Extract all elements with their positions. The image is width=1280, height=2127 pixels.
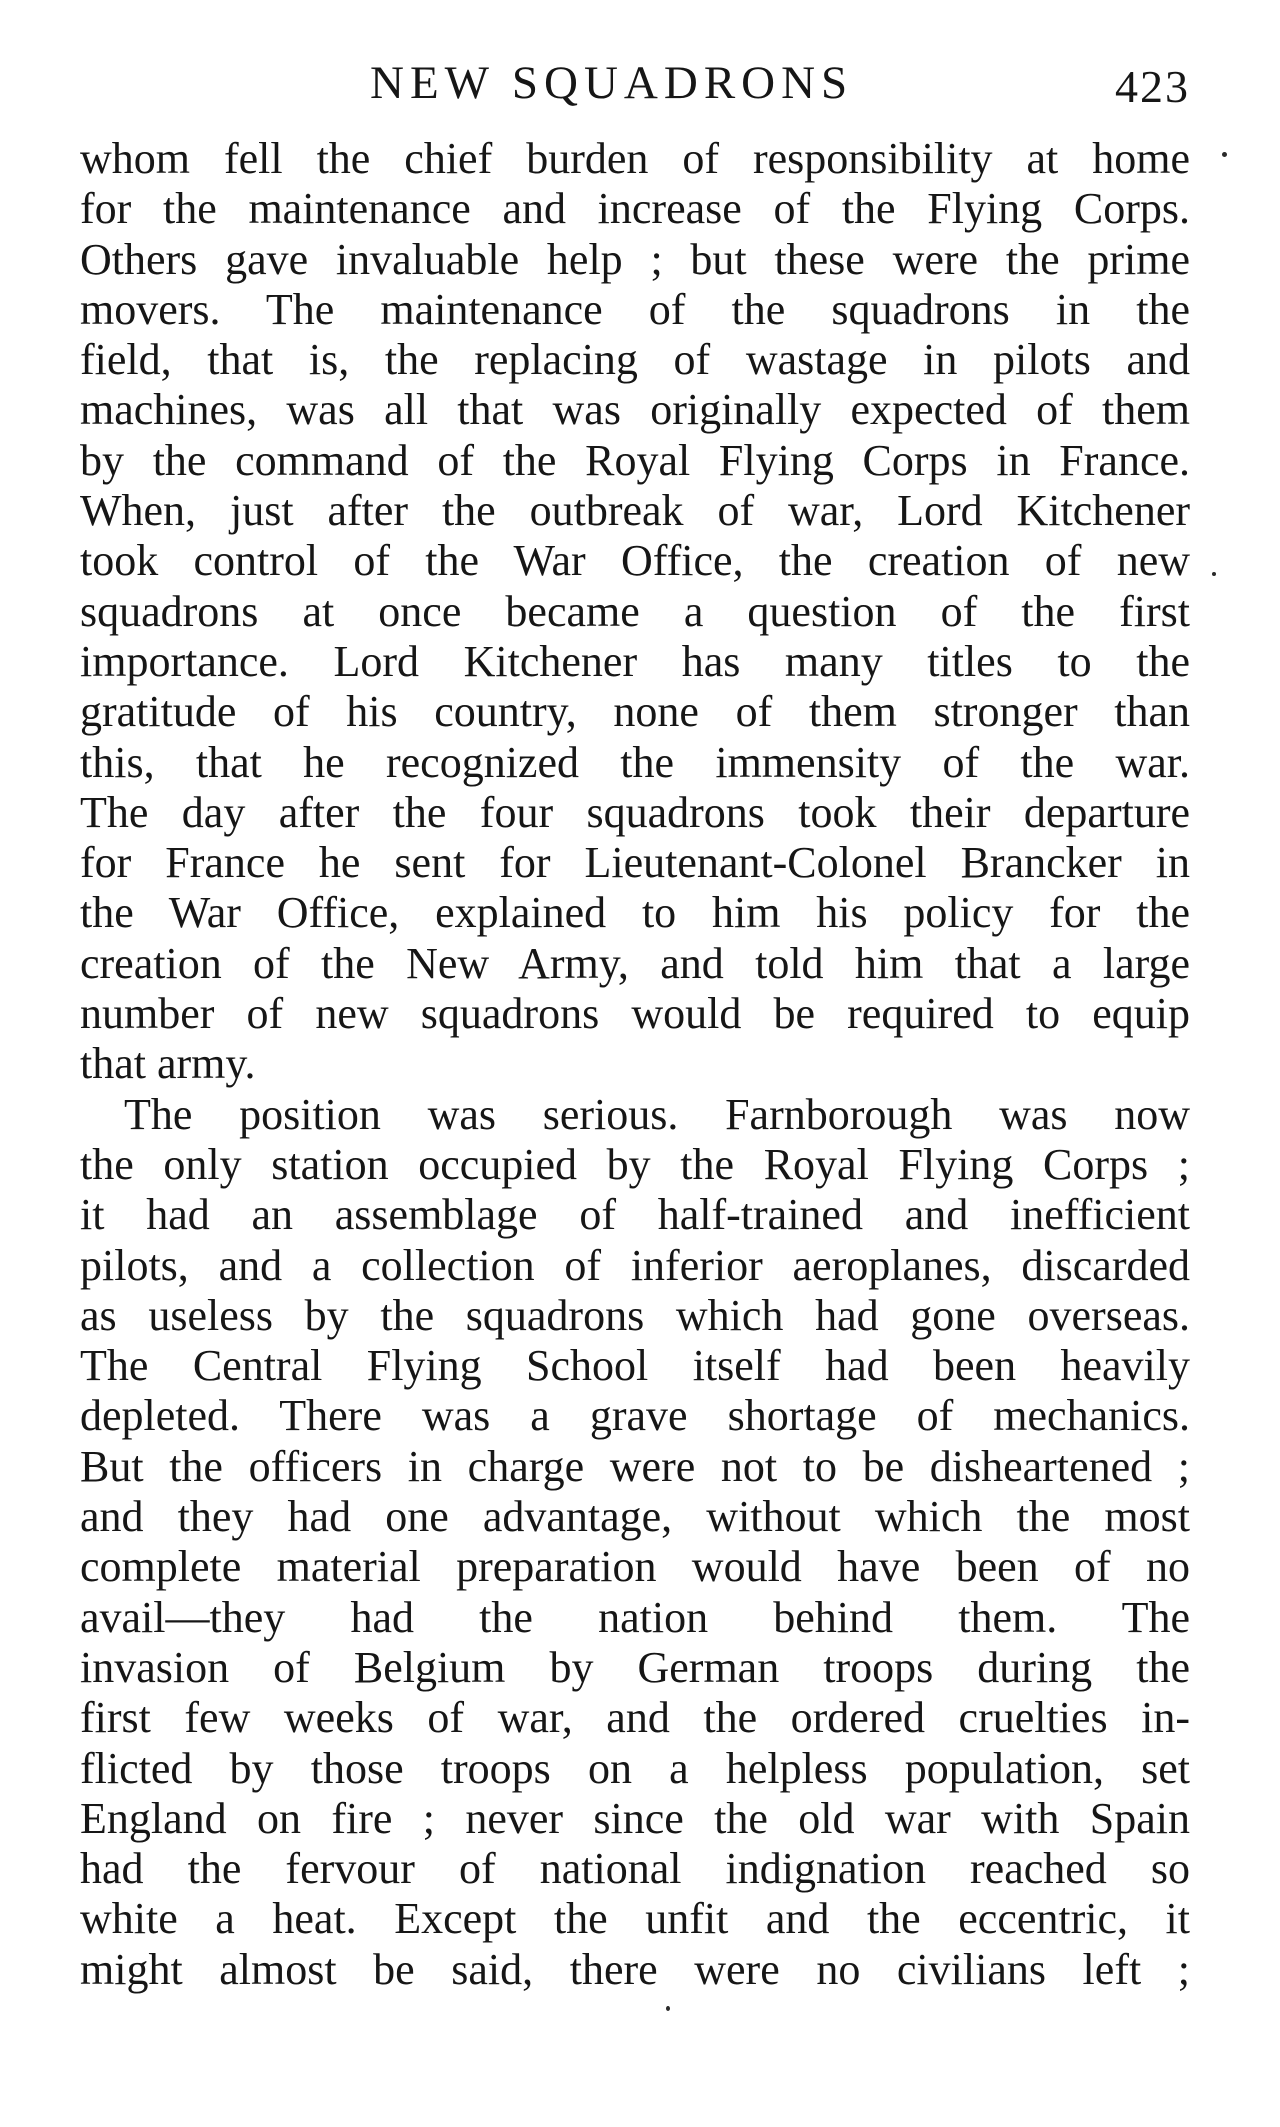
text-line: for France he sent for Lieutenant-Colonel Brancker in	[80, 838, 1190, 888]
text-line: it had an assemblage of half-trained and inefficient	[80, 1190, 1190, 1240]
text-line: invasion of Belgium by German troops during the	[80, 1642, 1190, 1692]
paragraph-start-line: The position was serious. Farnborough was now	[124, 1089, 1190, 1139]
text-line: complete material preparation would have been of no	[80, 1542, 1190, 1592]
text-line: field, that is, the replacing of wastage in pilots and	[80, 335, 1190, 385]
text-line: creation of the New Army, and told him that a large	[80, 938, 1190, 988]
text-line: When, just after the outbreak of war, Lord Kitchener	[80, 486, 1190, 536]
text-line: Others gave invaluable help ; but these were the prime	[80, 234, 1190, 284]
text-line: movers. The maintenance of the squadrons in the	[80, 284, 1190, 334]
text-line: The day after the four squadrons took their departure	[80, 787, 1190, 837]
text-line: number of new squadrons would be required to equip	[80, 989, 1190, 1039]
text-line: took control of the War Office, the creation of new	[80, 536, 1190, 586]
paragraph-end-line: that army.	[80, 1039, 256, 1089]
text-line: white a heat. Except the unfit and the eccentric, it	[80, 1894, 1190, 1944]
page-number: 423	[1115, 61, 1190, 112]
ink-speck	[666, 2006, 670, 2011]
text-line: whom fell the chief burden of responsibility at home	[80, 134, 1190, 183]
text-line: and they had one advantage, without which the most	[80, 1492, 1190, 1542]
text-line: the War Office, explained to him his policy for the	[80, 888, 1190, 938]
ink-speck	[1222, 152, 1227, 157]
text-line: machines, was all that was originally expected of them	[80, 385, 1190, 435]
text-line: the only station occupied by the Royal Flying Corps ;	[80, 1139, 1190, 1189]
text-line: importance. Lord Kitchener has many titles to the	[80, 636, 1190, 686]
text-line: by the command of the Royal Flying Corps in France.	[80, 435, 1190, 485]
text-line: avail—they had the nation behind them. The	[80, 1592, 1190, 1642]
text-line: The Central Flying School itself had been heavily	[80, 1341, 1190, 1391]
text-line: But the officers in charge were not to be disheartened ;	[80, 1441, 1190, 1491]
text-line: pilots, and a collection of inferior aeroplanes, discarded	[80, 1240, 1190, 1290]
text-line: had the fervour of national indignation reached so	[80, 1844, 1190, 1894]
running-title: NEW SQUADRONS	[370, 57, 854, 109]
text-line: flicted by those troops on a helpless population, set	[80, 1743, 1190, 1793]
text-line: as useless by the squadrons which had gone overseas.	[80, 1290, 1190, 1340]
text-line: England on fire ; never since the old war with Spain	[80, 1793, 1190, 1843]
text-line: depleted. There was a grave shortage of mechanics.	[80, 1391, 1190, 1441]
body-text	[80, 134, 1190, 1995]
text-line: first few weeks of war, and the ordered cruelties in-	[80, 1693, 1190, 1743]
text-line: might almost be said, there were no civilians left ;	[80, 1944, 1190, 1994]
running-head	[80, 48, 1190, 118]
text-line: this, that he recognized the immensity of the war.	[80, 737, 1190, 787]
text-line: for the maintenance and increase of the Flying Corps.	[80, 184, 1190, 234]
text-line: squadrons at once became a question of the first	[80, 586, 1190, 636]
ink-speck	[1212, 572, 1216, 576]
text-line: gratitude of his country, none of them stronger than	[80, 687, 1190, 737]
